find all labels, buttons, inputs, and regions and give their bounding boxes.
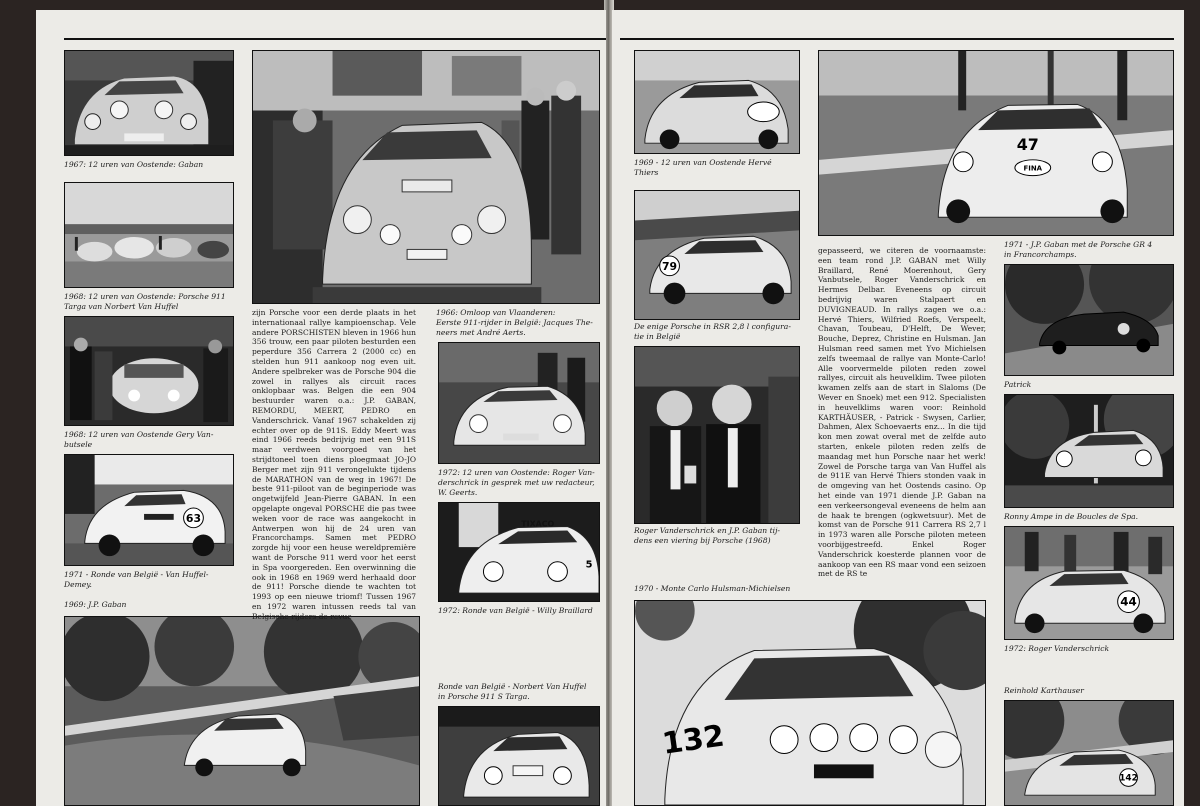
caption: 1971 - Ronde van België - Van Huffel- Demey. xyxy=(64,570,209,589)
top-rule xyxy=(620,38,1174,40)
article-column-2 xyxy=(818,246,986,580)
caption: 1972: 12 uren van Oostende: Roger Van- derschrick in gesprek met uw redacteur, W. Geerts. xyxy=(438,468,595,497)
caption: 1967: 12 uren van Oostende: Gaban xyxy=(64,160,204,169)
article-paragraph: zijn Porsche voor een derde plaats in het internationaal rallye kampioenschap. Vele andere PORSCHISTEN bleven in 1966 hun 356 trouw, een paar piloten besturden een peperdure 356 Carrera 2 (2000 cc) en stelden hun 911 aankoop nog even uit. Andere spelbreker was de Porsche 904 die zowel in rallyes als circuit races onklopbaar was. Belgen die een 904 bestuurder waren o.a.: J.P. GABAN, REMORDU, MEERT, PEDRO en Vanderschrick. Vanaf 1967 schakelden zij echter over op de 911S. Eddy Meert was eind 1966 reeds bedrijvig met een 911S maar verdween voorgoed van het strijdtoneel toen diens ploegmaat JO-JO Berger met zijn 911 verongelukte tijdens de MARATHON van de weg in 1967! De beste 911-piloot van de beginperiode was ongetwijfeld Jean-Pierre GABAN. In een opgelapte ongeval PORSCHE die pas twee weken voor de race was aangekocht in Antwerpen won hij de 24 uren van Francorchamps. Samen met PEDRO zorgde hij voor een heuse wereldpremière want de Porsche 911 werd voor het eerst in Spa voorgereden. Een overwinning die ook in 1968 en 1969 werd herhaald door de 911! Porsche diende te wachten tot 1993 op een nieuwe triomf! Tussen 1967 en 1972 waren intussen reeds tal van Belgische rijders de revue xyxy=(252,308,416,621)
photo-karthauser xyxy=(1004,700,1174,806)
caption: Roger Vanderschrick en J.P. Gaban tij- dens een viering bij Porsche (1968) xyxy=(634,526,780,545)
caption: 1972: Roger Vanderschrick xyxy=(1004,644,1110,653)
right-page xyxy=(612,10,1184,806)
caption: Reinhold Karthauser xyxy=(1004,686,1084,695)
photo-thiers-1969 xyxy=(634,50,800,154)
race-number: 5 xyxy=(585,559,593,571)
top-rule xyxy=(64,38,606,40)
sponsor-text: TIXACO xyxy=(521,519,555,529)
photo-ampe-spa xyxy=(1004,394,1174,508)
photo-thenneers-1966 xyxy=(438,342,600,464)
sponsor-text: FINA xyxy=(1023,164,1043,173)
caption: 1968: 12 uren van Oostende Gery Van- butsele xyxy=(64,430,214,449)
photo-paddock-main xyxy=(252,50,600,304)
photo-vanbutsele xyxy=(64,316,234,426)
caption: 1969: J.P. Gaban xyxy=(64,600,127,609)
photo-celebration-1968 xyxy=(634,346,800,524)
caption: 1970 - Monte Carlo Hulsman-Michielsen xyxy=(634,584,791,593)
photo-montecarlo-1970 xyxy=(634,600,986,806)
photo-ronde-1971 xyxy=(64,454,234,566)
race-number: 142 xyxy=(1119,773,1138,784)
caption: 1972: Ronde van België - Willy Braillard xyxy=(438,606,593,615)
photo-vanhuffel-911s xyxy=(438,706,600,806)
article-paragraph: gepasseerd, we citeren de voornaamste: een team rond J.P. GABAN met Willy Braillard, René Moerenhout, Gery Vanbutsele, Roger Vanderschrick en Hermes Delbar. Eveneens op circuit bedrijvig waren Stalpaert en DUVIGNEAUD. In rallys zagen we o.a.: Hervé Thiers, Wilfried Roefs, Verspeelt, Chavan, Toubeau, D'Helft, De Wever, Bouche, Deprez, Christine en Hulsman. Jan Hulsman reed samen met Yvo Michielsen zelfs tweemaal de rallye van Monte-Carlo! Alle voorvermelde piloten reden zowel rallyes, circuit als heuvelklim. Twee piloten kwamen zelfs aan de start in Slaloms (De Wever en Snoek) met een 912. Specialisten in heuvelklims waren voor: Reinhold KARTHÄUSER, - Patrick - Swysen, Carlier, Dahmen, Alex Schoevaerts enz... In die tijd kon men zowat overal met de zelfde auto starten, enkele piloten reden zelfs de maandag met hun Porsche naar het werk! Zowel de Porsche targa van Van Huffel als de 911E van Hervé Thiers stonden vaak in de omgeving van het Oostends casino. Op het einde van 1971 diende J.P. Gaban na een verkeersongeval eveneens de helm aan de haak te brengen (ogkwetsuur). Met de komst van de Porsche 911 Carrera RS 2,7 l in 1973 waren alle Porsche piloten meteen voorbijgestreefd. Enkel Roger Vanderschrick koesterde plannen voor de aankoop van een RS maar vond een seizoen met de RS te xyxy=(818,246,986,579)
caption: 1966: Omloop van Vlaanderen: Eerste 911-rijder in België: Jacques The- neers met André Aerts. xyxy=(436,308,593,337)
caption: 1968: 12 uren van Oostende: Porsche 911 Targa van Norbert Van Huffel xyxy=(64,292,226,311)
photo-vanhuffel-targa xyxy=(64,182,234,288)
photo-gaban-gr4-1971 xyxy=(818,50,1174,236)
left-page xyxy=(36,10,606,806)
photo-braillard-1972 xyxy=(438,502,600,602)
photo-patrick xyxy=(1004,264,1174,376)
caption: Ronny Ampe in de Boucles de Spa. xyxy=(1004,512,1139,521)
caption: 1971 - J.P. Gaban met de Porsche GR 4 in Francorchamps. xyxy=(1004,240,1153,259)
race-number: 132 xyxy=(660,718,727,762)
caption: Patrick xyxy=(1004,380,1032,389)
caption: 1969 - 12 uren van Oostende Hervé Thiers xyxy=(634,158,772,177)
race-number: 47 xyxy=(1016,134,1039,154)
race-number: 63 xyxy=(185,511,202,525)
race-number: 79 xyxy=(662,259,678,273)
photo-vanderschrick-1972 xyxy=(1004,526,1174,640)
caption: De enige Porsche in RSR 2,8 l configura- tie in België xyxy=(634,322,791,341)
article-column-1 xyxy=(252,308,416,623)
photo-gaban-1969-hill xyxy=(64,616,420,806)
photo-gaban-1967 xyxy=(64,50,234,156)
race-number: 44 xyxy=(1120,594,1137,609)
photo-rsr-28 xyxy=(634,190,800,320)
caption: Ronde van België - Norbert Van Huffel in Porsche 911 S Targa. xyxy=(438,682,587,701)
